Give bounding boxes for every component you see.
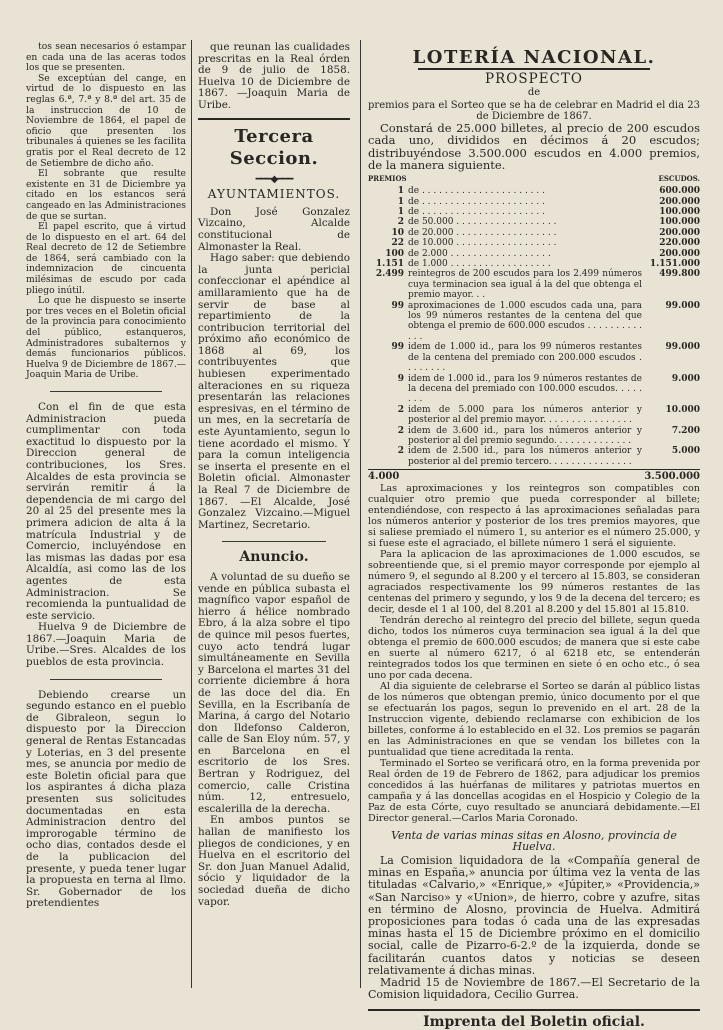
prize-table: [368, 174, 700, 467]
column-left: [26, 42, 186, 910]
prize-description: reintegros de 200 escudos para los 2.499 números cuya terminacion sea igual á la del que obtenga el premio mayor. . .: [408, 269, 642, 301]
paragraph: Para la aplicacion de las aproximaciones de 1.000 escudos, se sobreentiende que, si el premio mayor corresponde por ejemplo al número 9, el segundo al 8.200 y el tercero al 15.803, se consideran agraciados respectivamente los 99 números restantes de las centenas del primero y segundo, y los 9 de la decena del tercero; es decir, desde el 1 al 100, del 8.201 al 8.200 y del 15.801 al 15.810.: [368, 548, 700, 615]
prize-count: 22: [391, 238, 404, 249]
paragraph: Huelva 9 de Diciembre de 1867.—Joaquin Maria de Uribe.—Sres. Alcaldes de los pueblos de esta provincia.: [26, 621, 186, 669]
prize-description: de 2.000 . . . . . . . . . . . . . . . . . .: [408, 248, 551, 259]
paragraph: Con el fin de que esta Administracion pueda cumplimentar con toda exactitud lo dispuesto por la Direccion general de contribuciones, los Sres. Alcaldes de esta provincia se servirán remitir á la dependencia de mi cargo del 20 al 25 del presente mes la primera adicion de alta á la matrícula Industrial y de Comercio, incluyéndose en las mismas las dadas por esa Alcaldía, asi como las de los agentes de esta Administracion. Se recomienda la puntualidad de este servicio.: [26, 401, 186, 622]
paragraph: que reunan las cualidades prescritas en la Real órden de 9 de julio de 1858. Huelva 10 de Diciembre de 1867. —Joaquin Maria de Uribe.: [198, 41, 350, 111]
divider: [222, 541, 326, 542]
column-right: [368, 42, 700, 1029]
prize-count: 1: [397, 196, 404, 207]
prize-description: de 50.000 . . . . . . . . . . . . . . . . . .: [408, 217, 557, 228]
paragraph: A voluntad de su dueño se vende en pública subasta el magnífico vapor español de hierro á hélice nombrado Ebro, á la alza sobre el tipo de quince mil pesos fuertes, cuyo acto tendrá lugar simultáneamente en Sevilla y Barcelona el martes 31 del corriente diciembre á hora de las doce del dia. En Sevilla, en la Escribanía de Marina, á cargo del Notario don Ildefonso Calderon, calle de San Eloy núm. 57, y en Barcelona en el escritorio de los Sres. Bertran y Rodriguez, del comercio, calle Cristina núm. 12, entresuelo, escalerilla de la derecha.: [198, 570, 350, 815]
prize-value: 10.000: [665, 404, 700, 415]
prize-row: [368, 228, 700, 238]
paragraph: Don José Gonzalez Vizcaino, Alcalde constitucional de Almonaster la Real.: [198, 205, 350, 253]
prize-description: de . . . . . . . . . . . . . . . . . . . . . .: [408, 186, 545, 197]
prize-count: 2: [397, 446, 404, 457]
prize-count: 1: [397, 186, 404, 197]
paragraph: Las aproximaciones y los reintegros son compatibles con cualquier otro premio que pueda corresponder al billete; entendiéndose, con respecto á las aproximaciones señaladas para los números anterior y posterior de los tres premios mayores, que si saliese premiado el número 1, su anterior es el número 25.000, y si fuese este el agraciado, el billete número 1 será el siguiente.: [368, 482, 700, 549]
prize-description: de 20.000 . . . . . . . . . . . . . . . . . .: [408, 227, 557, 238]
prize-row: [368, 426, 700, 447]
paragraph: El sobrante que resulte existente en 31 de Diciembre ya citado en los estancos será cangeado en las Administraciones de que se surtan.: [26, 168, 186, 222]
prize-row: [368, 217, 700, 227]
table-header: PREMIOS: [368, 173, 407, 183]
paragraph: Terminado el Sorteo se verificará otro, en la forma prevenida por Real órden de 19 de Febrero de 1862, para adjudicar los premios concedidos á las huérfanas de militares y patriotas muertos en campaña y á las doncellas acogidas en el Hospicio y Colegio de la Paz de esta Córte, cuyo resultado se anunciará debidamente.—El Director general.—Carlos Maria Coronado.: [368, 757, 700, 824]
prize-description: idem de 2.500 id., para los números anterior y posterior al del premio tercero. . . . . . . . . . . . . . .: [408, 446, 642, 467]
section-title: Tercera Seccion.: [229, 125, 319, 169]
paragraph: Al dia siguiente de celebrarse el Sorteo se darán al público listas de los números que obtengan premio, único documento por el que se efectuarán los pagos, segun lo prevenido en el art. 28 de la Instruccion vigente, debiendo reclamarse con exhibicion de los billetes, conforme á lo establecido en el 32. Los premios se pagarán en las Administraciones en que se vendan los billetes con la puntualidad que tiene acreditada la renta.: [368, 680, 700, 758]
paragraph: Se exceptúan del cange, en virtud de lo dispuesto en las reglas 6.ª, 7.ª y 8.ª del art. 35 de la instruccion de 10 de Noviembre de 1864, el papel de oficio que presenten los tribunales á quienes se les facilita gratis por el Real decreto de 12 de Setiembre de dicho año.: [26, 72, 186, 169]
prize-description: de 10.000 . . . . . . . . . . . . . . . . . .: [408, 238, 557, 249]
prize-row: [368, 301, 700, 343]
prize-count: 10: [391, 227, 404, 238]
paragraph: tos sean necesarios ó estampar en cada una de las aceras todos los que se presenten.: [26, 41, 186, 74]
prospectus-intro: premios para el Sorteo que se ha de celebrar en Madrid el dia 23 de Diciembre de 1867.: [368, 99, 700, 122]
paragraph: Lo que he dispuesto se inserte por tres veces en el Boletin oficial de la provincia para conocimiento del público, estanqueros, Administradores subalternos y demás funcionarios públicos. Huelva 9 de Diciembre de 1867.—Joaquin Maria de Uribe.: [26, 295, 186, 381]
prize-count: 1: [397, 207, 404, 217]
prize-value: 200.000: [659, 196, 700, 207]
column-middle: [198, 42, 350, 908]
prize-row: [368, 259, 700, 269]
prize-description: de 1.000 . . . . . . . . . . . . . . . . . .: [408, 259, 551, 270]
prize-value: 200.000: [659, 227, 700, 238]
prize-row: [368, 249, 700, 259]
prize-description: idem de 5.000 para los números anterior y posterior al del premio mayor. . . . . . . . . . . . . . . .: [408, 404, 642, 426]
prize-count: 99: [391, 300, 404, 311]
prize-count: 2.499: [375, 269, 404, 280]
prize-value: 5.000: [671, 446, 700, 457]
prize-row: [368, 186, 700, 196]
prize-count: 2: [397, 404, 404, 415]
divider: [368, 1009, 700, 1011]
paragraph: En ambos puntos se hallan de manifiesto los pliegos de condiciones, y en Huelva en el escritorio del Sr. don Juan Manuel Adalid, sócio y liquidador de la sociedad dueña de dicho vapor.: [198, 814, 350, 908]
prize-value: 499.800: [659, 269, 700, 280]
prize-description: aproximaciones de 1.000 escudos cada una, para los 99 números restantes de la centena del que obtenga el premio de 600.000 escudos . . . . . . . . . . . . .: [408, 300, 642, 342]
imprint: Imprenta del Boletin oficial.: [423, 1014, 645, 1030]
prize-description: idem de 3.600 id., para los números anterior y posterior al del premio segundo. . . . . . . . . . . . . .: [408, 425, 642, 446]
prize-value: 7.200: [671, 425, 700, 436]
table-header: ESCUDOS.: [658, 173, 700, 183]
prize-value: 1.151.000: [649, 259, 700, 270]
prize-count: 1.151: [375, 259, 404, 270]
prospectus-title: PROSPECTO: [485, 70, 583, 87]
prize-value: 9.000: [671, 373, 700, 384]
mines-title: Venta de varias minas sitas en Alosno, provincia de Huelva.: [391, 828, 677, 854]
paragraph: Tendrán derecho al reintegro del precio del billete, segun queda dicho, todos los números cuya terminacion sea igual á la del que obtenga el premio de 600.000 escudos; de manera que si este cabe en suerte al número 6217, ó al 6218 etc, se entenderán reintegrados todos los que terminen en siete ó en ocho etc., ó sea uno por cada decena.: [368, 614, 700, 681]
subsection-title: AYUNTAMIENTOS.: [207, 187, 341, 202]
prize-row: [368, 405, 700, 426]
prize-value: 99.000: [665, 300, 700, 311]
column-divider: [360, 40, 361, 988]
prospectus-de: de: [527, 87, 541, 99]
prize-description: idem de 1.000 id., para los 9 números restantes de la decena del premiado con 100.000 escudos. . . . . . . .: [408, 373, 642, 405]
prize-description: de . . . . . . . . . . . . . . . . . . . . . .: [408, 196, 545, 207]
prize-row: [368, 197, 700, 207]
total-prizes: 4.000: [368, 471, 400, 483]
divider: [198, 118, 350, 120]
prize-value: 99.000: [665, 342, 700, 353]
column-divider: [191, 40, 192, 988]
announcement-title: Anuncio.: [239, 549, 309, 566]
paragraph: El papel escrito, que á virtud de lo dispuesto en el art. 64 del Real decreto de 12 de Setiembre de 1864, será cambiado con la indemnizacion de cincuenta milésimas de escudo por cada pliego inútil.: [26, 221, 186, 296]
prize-row: [368, 446, 700, 467]
total-escudos: 3.500.000: [644, 471, 700, 483]
prize-row: [368, 269, 700, 300]
prize-count: 9: [397, 373, 404, 384]
prize-count: 2: [397, 425, 404, 436]
prize-row: [368, 342, 700, 373]
prize-description: de . . . . . . . . . . . . . . . . . . . . . .: [408, 207, 545, 217]
prize-count: 99: [391, 342, 404, 353]
prize-value: 220.000: [659, 238, 700, 249]
prize-row: [368, 207, 700, 217]
prize-value: 200.000: [659, 248, 700, 259]
prize-description: idem de 1.000 id., para los 99 números restantes de la centena del premiado con 200.000 escudos . . . . . . . .: [408, 342, 642, 374]
prize-count: 100: [385, 248, 404, 259]
prize-value: 600.000: [659, 186, 700, 197]
divider: [50, 391, 162, 392]
paragraph: Hago saber: que debiendo la junta pericial confeccionar el apéndice al amillaramiento que ha de servir de base al repartimiento de la contribucion territorial del próximo año económico de 1868 al 69, los contribuyentes que hubiesen experimentado alteraciones en su riqueza presentarán las relaciones espresivas, en el término de un mes, en la secretaría de este Ayuntamiento, segun lo tiene acordado el mismo. Y para la comun inteligencia se inserta el presente en el Boletin oficial. Almonaster la Real 7 de Diciembre de 1867. —El Alcalde, José Gonzalez Vizcaino.—Miguel Martinez, Secretario.: [198, 252, 350, 531]
prize-row: [368, 238, 700, 248]
prize-value: 100.000: [659, 217, 700, 228]
prize-row: [368, 374, 700, 405]
paragraph: Madrid 15 de Noviembre de 1867.—El Secretario de la Comision liquidadora, Cecilio Gurrea.: [368, 975, 700, 1002]
divider: [50, 679, 162, 680]
prize-totals: [368, 469, 700, 483]
lottery-title: LOTERÍA NACIONAL.: [412, 47, 656, 68]
ornament: ━━━◆━━━: [255, 173, 293, 185]
paragraph: Debiendo crearse un segundo estanco en el pueblo de Gibraleon, segun lo dispuesto por la Direccion general de Rentas Estancadas y Loterias, en 3 del presente mes, se anuncia por medio de este Boletin oficial para que los aspirantes á dicha plaza presenten sus solicitudes documentadas en esta Administracion dentro del improrogable término de ocho dias, contados desde el de la publicacion del presente, y pueda tener lugar la propuesta en terna al Ilmo. Sr. Gobernador de los pretendientes: [26, 688, 186, 910]
paragraph: Constará de 25.000 billetes, al precio de 200 escudos cada uno, divididos en décimos á 20 escudos; distribuyéndose 3.500.000 escudos en 4.000 premios, de la manera siguiente.: [368, 120, 700, 173]
paragraph: La Comision liquidadora de la «Compañía general de minas en España,» anuncia por última vez la venta de las tituladas «Calvario,» «Enrique,» «Júpiter,» «Providencia,» «San Narciso» y «Union», de hierro, cobre y azufre, sitas en término de Alosno, provincia de Huelva. Admitirá proposiciones para todas ó cada una de las expresadas minas hasta el 15 de Diciembre próximo en el domicilio social, calle de Pizarro-6-2.º de la izquierda, donde se facilitarán cuantos datos y noticias se deseen relativamente á dichas minas.: [368, 853, 700, 977]
prize-value: 100.000: [659, 207, 700, 217]
prize-count: 2: [397, 217, 404, 228]
